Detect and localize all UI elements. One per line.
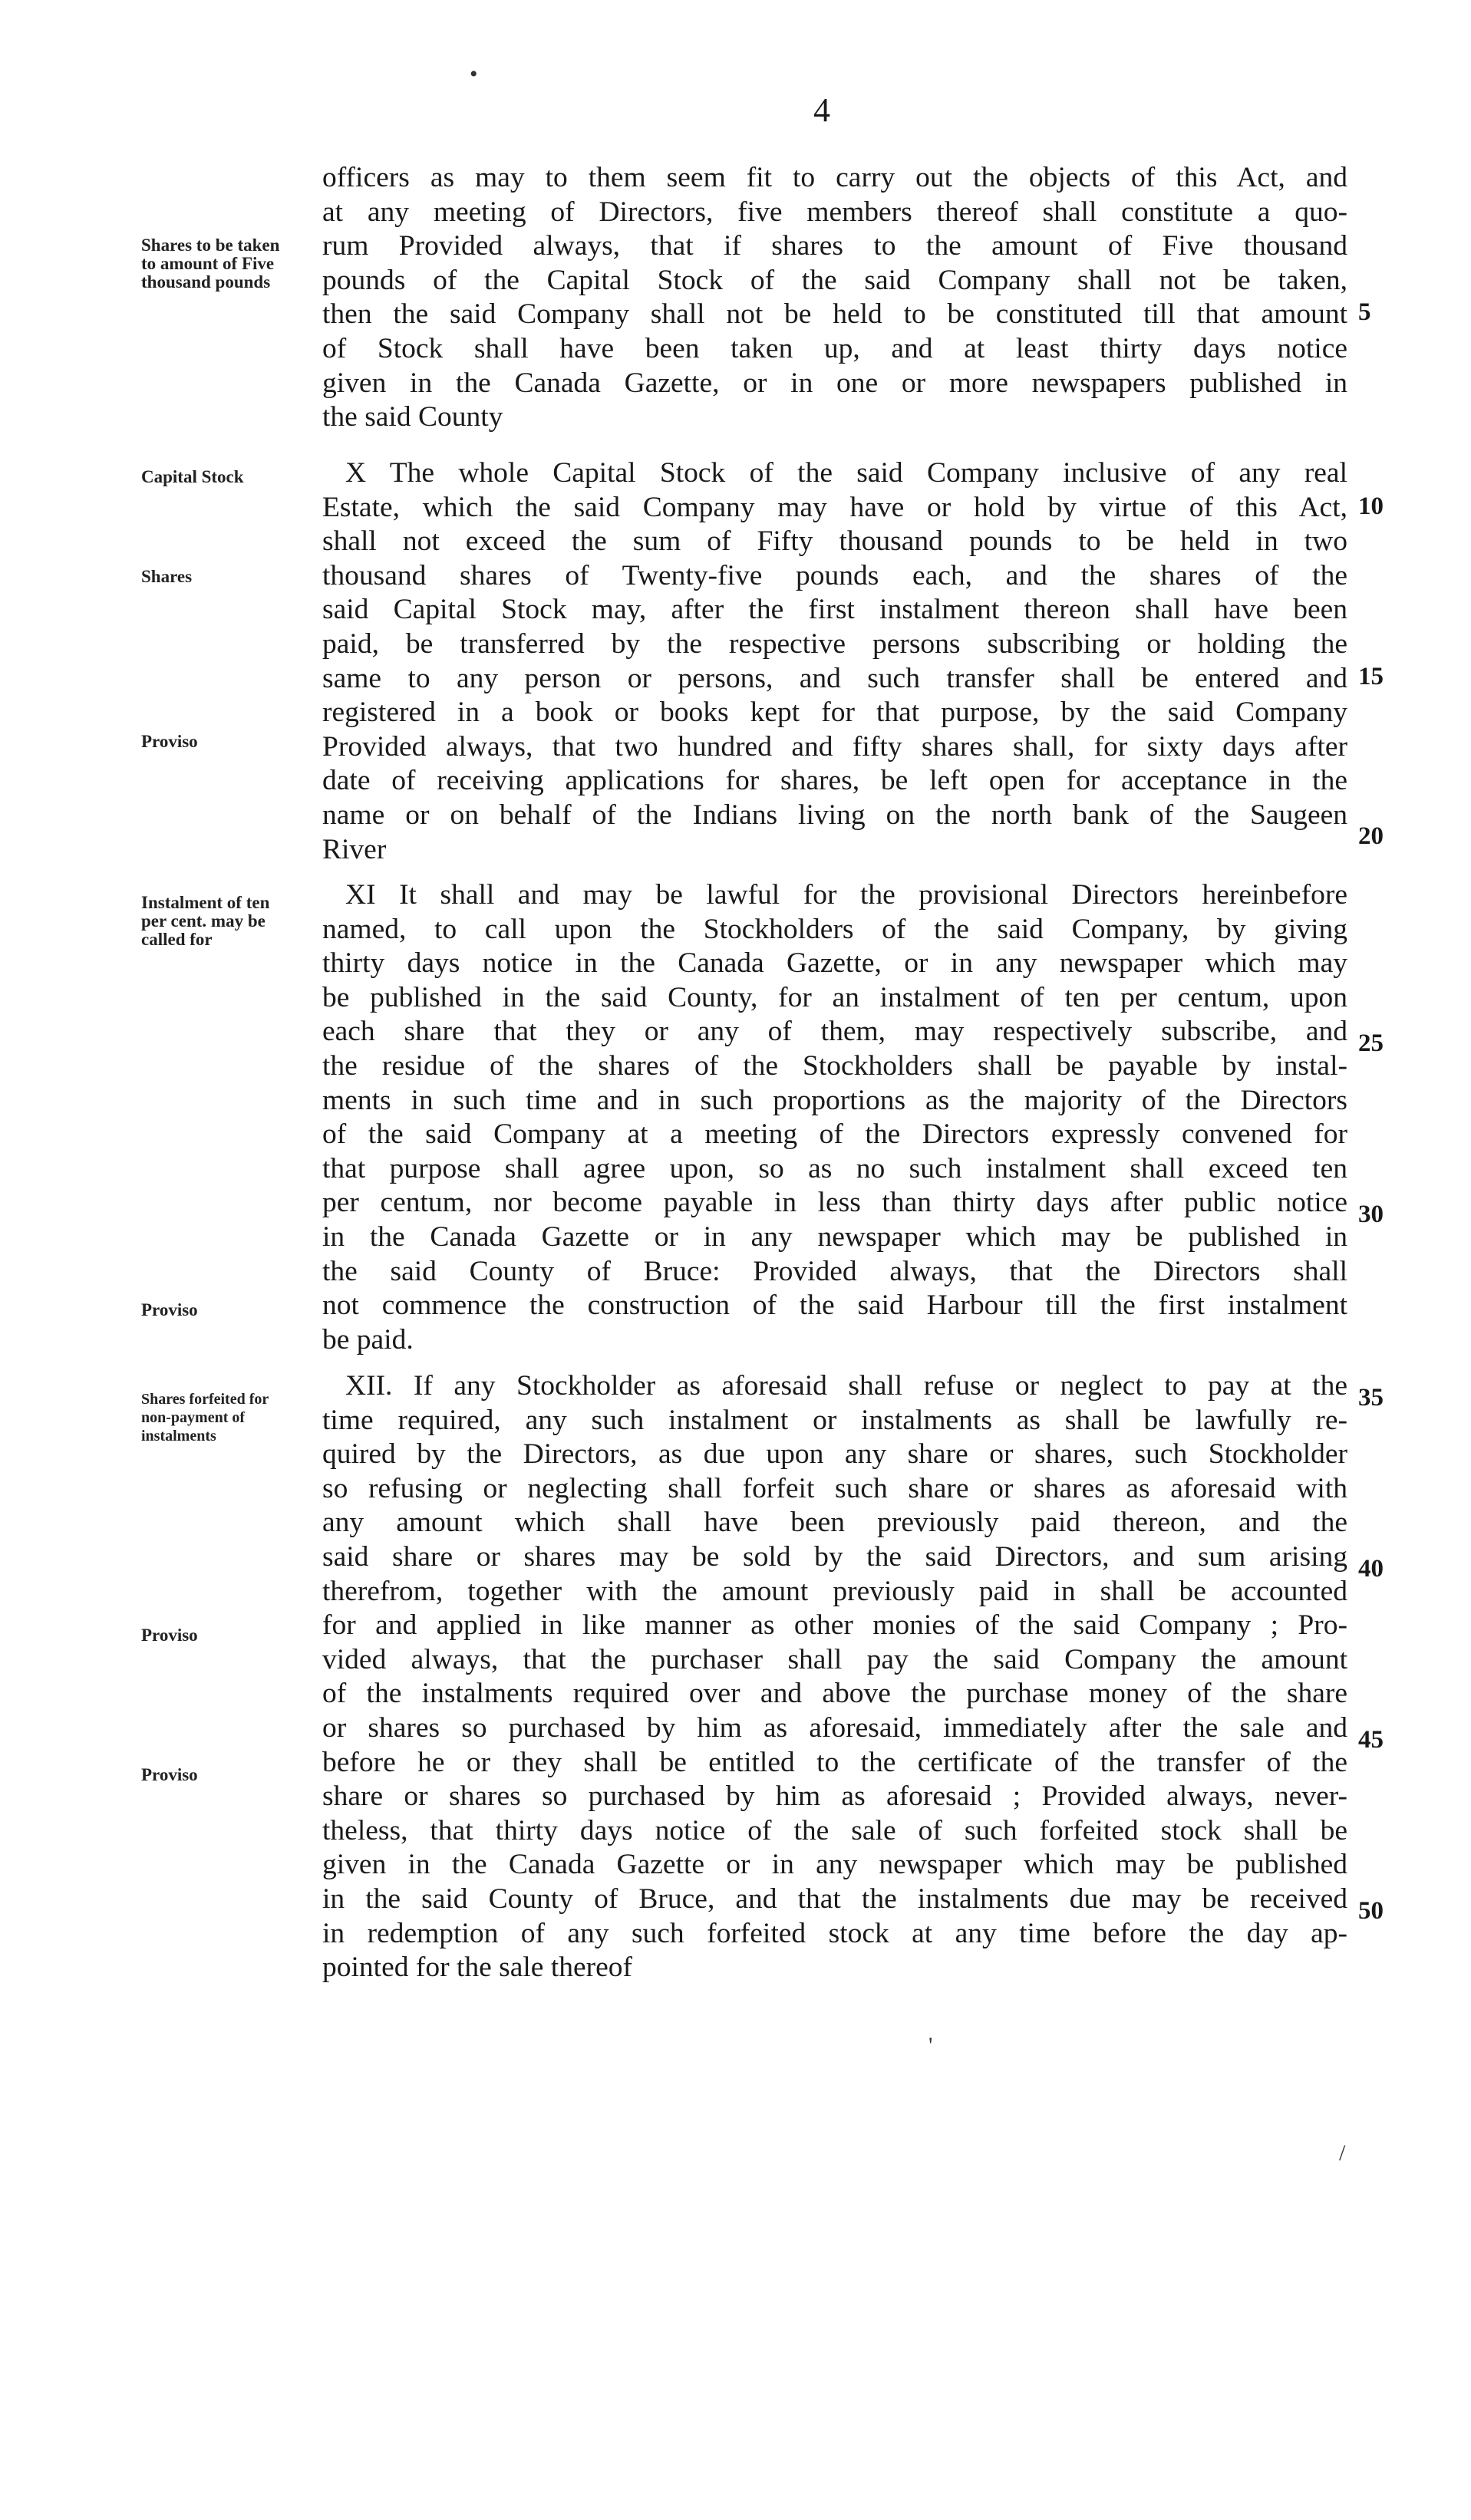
text-line: the said County of Bruce: Provided always, that the Directors shall: [322, 1255, 1347, 1287]
text-line: share or shares so purchased by him as aforesaid ; Provided always, never-: [322, 1780, 1347, 1813]
text-line: be published in the said County, for an instalment of ten per centum, upon: [322, 981, 1347, 1013]
margin-note-instalment: Instalment of ten per cent. may be called for: [141, 893, 270, 949]
line-number: 40: [1358, 1555, 1384, 1583]
text-line: Estate, which the said Company may have or hold by virtue of this Act,: [322, 491, 1347, 523]
text-line: pounds of the Capital Stock of the said Company shall not be taken,: [322, 264, 1347, 296]
text-line: registered in a book or books kept for that purpose, by the said Company: [322, 697, 1347, 729]
margin-note-shares-taken: Shares to be taken to amount of Five thousand pounds: [141, 236, 280, 292]
text-line: or shares so purchased by him as aforesaid, immediately after the sale and: [322, 1711, 1347, 1744]
text-line: that purpose shall agree upon, so as no such instalment shall exceed ten: [322, 1152, 1347, 1184]
line-number: 15: [1358, 663, 1384, 690]
text-line: paid, be transferred by the respective persons subscribing or holding the: [322, 628, 1347, 660]
text-line: given in the Canada Gazette, or in one or more newspapers published in: [322, 367, 1347, 399]
text-line: in the Canada Gazette or in any newspaper which may be published in: [322, 1220, 1347, 1253]
text-line: at any meeting of Directors, five members thereof shall constitute a quo-: [322, 196, 1347, 228]
margin-note-proviso-2: Proviso: [141, 1300, 198, 1319]
text-line: date of receiving applications for shares, be left open for acceptance in the: [322, 765, 1347, 797]
margin-note-proviso-3: Proviso: [141, 1626, 198, 1645]
text-line: of the instalments required over and above the purchase money of the share: [322, 1678, 1347, 1710]
text-line: named, to call upon the Stockholders of the said Company, by giving: [322, 913, 1347, 945]
text-line: therefrom, together with the amount previously paid in shall be accounted: [322, 1575, 1347, 1607]
text-line: any amount which shall have been previously paid thereon, and the: [322, 1507, 1347, 1539]
text-line: then the said Company shall not be held to be constituted till that amount: [322, 298, 1347, 331]
section-x: [322, 456, 1347, 867]
line-number: 45: [1358, 1726, 1384, 1754]
text-line: given in the Canada Gazette or in any newspaper which may be published: [322, 1849, 1347, 1881]
text-line: XII. If any Stockholder as aforesaid shall refuse or neglect to pay at the: [345, 1370, 1347, 1402]
section-xii: [322, 1369, 1347, 1985]
line-number: 5: [1358, 298, 1371, 326]
text-line: the said County: [322, 401, 503, 433]
text-line: in the said County of Bruce, and that the instalments due may be received: [322, 1883, 1347, 1915]
text-line: for and applied in like manner as other monies of the said Company ; Pro-: [322, 1609, 1347, 1642]
text-line: X The whole Capital Stock of the said Company inclusive of any real: [345, 457, 1347, 489]
text-line: thousand shares of Twenty-five pounds each, and the shares of the: [322, 559, 1347, 591]
line-number: 50: [1358, 1897, 1384, 1925]
text-line: name or on behalf of the Indians living on the north bank of the Saugeen: [322, 799, 1347, 831]
line-number: 20: [1358, 822, 1384, 850]
text-line: shall not exceed the sum of Fifty thousand pounds to be held in two: [322, 525, 1347, 558]
margin-note-proviso-1: Proviso: [141, 732, 198, 751]
margin-note-proviso-4: Proviso: [141, 1765, 198, 1784]
text-line: before he or they shall be entitled to the certificate of the transfer of the: [322, 1746, 1347, 1778]
text-line: of the said Company at a meeting of the Directors expressly convened for: [322, 1118, 1347, 1151]
page-number: 4: [813, 91, 830, 129]
text-line: same to any person or persons, and such transfer shall be entered and: [322, 662, 1347, 694]
text-line: of Stock shall have been taken up, and at least thirty days notice: [322, 332, 1347, 364]
text-line: XI It shall and may be lawful for the provisional Directors hereinbefore: [345, 879, 1347, 911]
text-line: in redemption of any such forfeited stock at any time before the day ap-: [322, 1917, 1347, 1949]
page-mark-bottom-mid: ': [928, 2033, 933, 2058]
text-line: the residue of the shares of the Stockholders shall be payable by instal-: [322, 1049, 1347, 1082]
text-line: officers as may to them seem fit to carry out the objects of this Act, and: [322, 162, 1347, 193]
text-line: pointed for the sale thereof: [322, 1952, 633, 1984]
text-line: said share or shares may be sold by the said Directors, and sum arising: [322, 1540, 1347, 1573]
margin-note-shares: Shares: [141, 567, 193, 586]
text-line: so refusing or neglecting shall forfeit such share or shares as aforesaid with: [322, 1472, 1347, 1504]
line-number: 30: [1358, 1201, 1384, 1228]
page-mark-top: •: [470, 61, 478, 87]
text-line: thirty days notice in the Canada Gazette, or in any newspaper which may: [322, 947, 1347, 980]
text-line: per centum, nor become payable in less than thirty days after public notice: [322, 1187, 1347, 1219]
line-number: 10: [1358, 492, 1384, 520]
text-line: quired by the Directors, as due upon any share or shares, such Stockholder: [322, 1438, 1347, 1471]
line-number: 25: [1358, 1029, 1384, 1057]
text-line: each share that they or any of them, may respectively subscribe, and: [322, 1016, 1347, 1048]
text-line: not commence the construction of the said Harbour till the first instalment: [322, 1290, 1347, 1322]
text-line: be paid.: [322, 1323, 414, 1356]
text-line: theless, that thirty days notice of the sale of such forfeited stock shall be: [322, 1814, 1347, 1846]
line-number: 35: [1358, 1384, 1384, 1412]
paragraph-continuation: [322, 161, 1347, 435]
text-line: ments in such time and in such proportions as the majority of the Directors: [322, 1084, 1347, 1116]
text-line: vided always, that the purchaser shall pay the said Company the amount: [322, 1643, 1347, 1675]
text-line: Provided always, that two hundred and fifty shares shall, for sixty days after: [322, 730, 1347, 763]
margin-note-capital-stock: Capital Stock: [141, 467, 244, 486]
margin-note-forfeited: Shares forfeited for non-payment of instalments: [141, 1391, 269, 1444]
text-line: River: [322, 833, 387, 865]
text-line: rum Provided always, that if shares to the amount of Five thousand: [322, 230, 1347, 262]
text-line: time required, any such instalment or instalments as shall be lawfully re-: [322, 1404, 1347, 1436]
page-mark-bottom-right: /: [1339, 2140, 1346, 2166]
section-xi: [322, 878, 1347, 1357]
text-line: said Capital Stock may, after the first instalment thereon shall have been: [322, 594, 1347, 626]
